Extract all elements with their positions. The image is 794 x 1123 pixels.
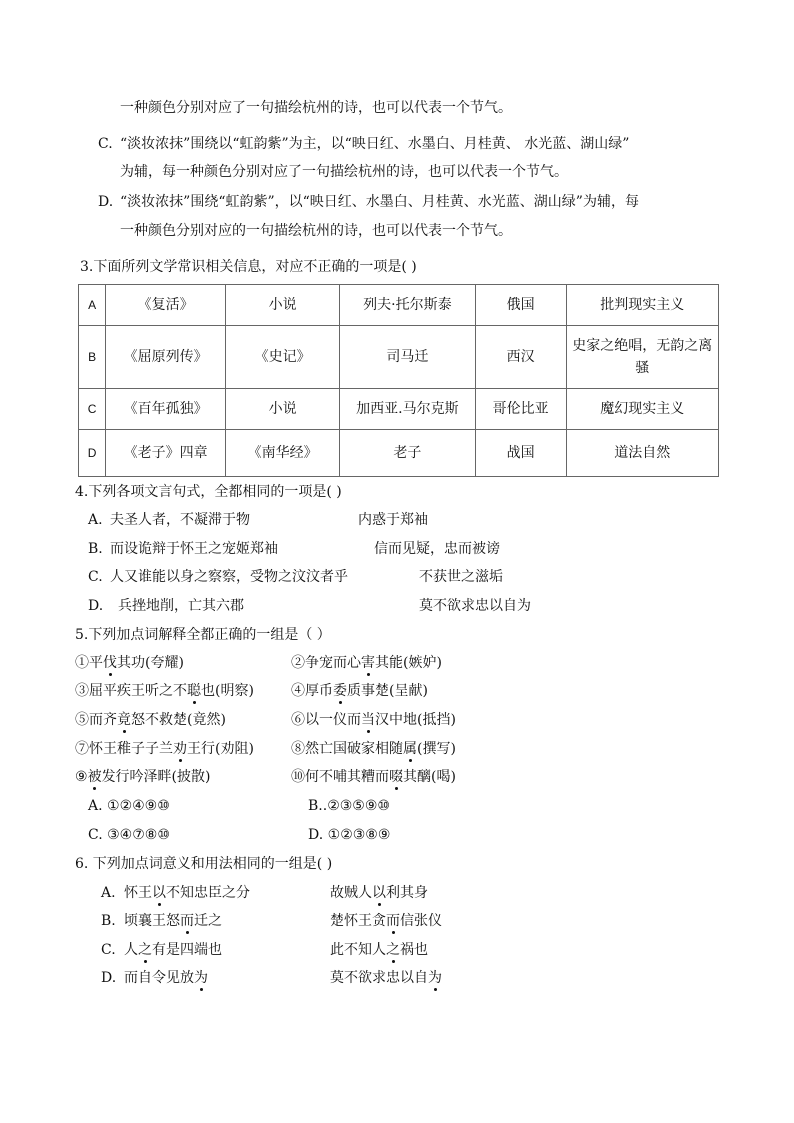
q6-option-b-label: B.	[101, 913, 116, 929]
table-cell: 司马迁	[340, 326, 476, 389]
table-cell: 战国	[475, 430, 566, 477]
q4-option-a-left: 夫圣人者，不凝滞于物	[110, 512, 250, 528]
table-cell: 《百年孤独》	[106, 389, 226, 430]
q5-item-10: ⑩何不哺其糟而啜其醨(喝)	[291, 769, 456, 785]
table-cell: 《南华经》	[226, 430, 340, 477]
emphasis-dot-word: 为	[428, 970, 442, 986]
q4-option-c-label: C.	[88, 569, 103, 585]
q4-option-b-left: 而设诡辩于怀王之宠姬郑袖	[110, 541, 278, 557]
emphasis-dot-word: 以	[152, 885, 166, 901]
q6-option-a-left: 怀王以不知忠臣之分	[124, 885, 250, 901]
emphasis-dot-word: 竟	[117, 712, 131, 728]
q2-option-c-line1: “淡妆浓抹”围绕以“虹韵紫”为主，以“映日红、水墨白、月桂黄、 水光蓝、湖山绿”	[120, 136, 630, 152]
q5-item-1: ①平伐其功(夸耀)	[75, 655, 184, 671]
emphasis-dot-word: 害	[361, 655, 375, 671]
emphasis-dot-word: 为	[194, 970, 208, 986]
q6-option-c-right: 此不知人之祸也	[330, 942, 428, 958]
q6-option-d-right: 莫不欲求忠以自为	[330, 970, 442, 986]
table-row	[79, 389, 719, 430]
q6-option-a-right: 故贼人以利其身	[330, 885, 428, 901]
q2-option-c-label: C.	[98, 136, 113, 152]
table-cell: 老子	[340, 430, 476, 477]
q4-option-d-right: 莫不欲求忠以自为	[419, 598, 531, 614]
q5-answer-c: C. ③④⑦⑧⑩	[88, 827, 170, 843]
table-cell: 哥伦比亚	[475, 389, 566, 430]
table-cell: 加西亚.马尔克斯	[340, 389, 476, 430]
q5-item-6: ⑥以一仪而当汉中地(抵挡)	[291, 712, 456, 728]
q5-item-2: ②争宠而心害其能(嫉妒)	[291, 655, 442, 671]
emphasis-dot-word: 而	[180, 913, 194, 929]
q5-answer-b: B..②③⑤⑨⑩	[308, 798, 390, 814]
q6-option-b-right: 楚怀王贪而信张仪	[330, 913, 442, 929]
table-cell: 《老子》四章	[106, 430, 226, 477]
table-cell: B	[79, 326, 106, 389]
q6-option-a-label: A.	[101, 885, 116, 901]
q2-text-line: 一种颜色分别对应了一句描绘杭州的诗，也可以代表一个节气。	[120, 100, 512, 116]
q4-option-c-left: 人又谁能以身之察察，受物之汶汶者乎	[110, 569, 348, 585]
q6-option-d-label: D.	[101, 970, 117, 986]
q5-answer-d: D. ①②③⑧⑨	[308, 827, 391, 843]
emphasis-dot-word: 劝	[173, 741, 187, 757]
q2-option-c-line2: 为辅，每一种颜色分别对应了一句描绘杭州的诗，也可以代表一个节气。	[120, 164, 568, 180]
q5-item-3: ③屈平疾王听之不聪也(明察)	[75, 683, 254, 699]
emphasis-dot-word: 之	[138, 942, 152, 958]
q4-stem: 4.下列各项文言句式，全都相同的一项是( )	[75, 484, 342, 500]
q2-option-d-line1: “淡妆浓抹”围绕“虹韵紫”，以“映日红、水墨白、月桂黄、水光蓝、湖山绿”为辅，每	[120, 194, 639, 210]
q6-option-c-left: 人之有是四端也	[124, 942, 222, 958]
emphasis-dot-word: 而	[386, 913, 400, 929]
q5-stem: 5.下列加点词解释全都正确的一组是（ ）	[75, 627, 331, 643]
q5-item-4: ④厚币委质事楚(呈献)	[291, 683, 428, 699]
table-cell: 俄国	[475, 285, 566, 326]
emphasis-dot-word: 聪	[187, 683, 201, 699]
table-cell: 批判现实主义	[566, 285, 718, 326]
q6-option-d-left: 而自令见放为	[124, 970, 208, 986]
table-cell: 列夫·托尔斯泰	[340, 285, 476, 326]
emphasis-dot-word: 属	[403, 741, 417, 757]
q3-stem: 3.下面所列文学常识相关信息，对应不正确的一项是( )	[80, 259, 417, 275]
table-cell: 《史记》	[226, 326, 340, 389]
emphasis-dot-word: 伐	[103, 655, 117, 671]
emphasis-dot-word: 以	[372, 885, 386, 901]
table-cell: 西汉	[475, 326, 566, 389]
q5-item-8: ⑧然亡国破家相随属(撰写)	[291, 741, 456, 757]
q6-option-b-left: 顷襄王怒而迁之	[124, 913, 222, 929]
table-cell: 小说	[226, 389, 340, 430]
emphasis-dot-word: 之	[386, 942, 400, 958]
table-cell: C	[79, 389, 106, 430]
q5-item-9: ⑨被发行吟泽畔(披散)	[75, 769, 211, 785]
emphasis-dot-word: 当	[361, 712, 375, 728]
q5-item-7: ⑦怀王稚子子兰劝王行(劝阻)	[75, 741, 254, 757]
q4-option-c-right: 不获世之滋垢	[419, 569, 503, 585]
literature-table	[78, 284, 719, 477]
table-row	[79, 285, 719, 326]
q4-option-a-right: 内惑于郑袖	[358, 512, 428, 528]
table-cell: 魔幻现实主义	[566, 389, 718, 430]
q4-option-b-right: 信而见疑，忠而被谤	[374, 541, 500, 557]
table-cell: A	[79, 285, 106, 326]
q6-option-c-label: C.	[101, 942, 116, 958]
table-cell: 《屈原列传》	[106, 326, 226, 389]
q4-option-a-label: A.	[88, 512, 103, 528]
q4-option-b-label: B.	[88, 541, 103, 557]
emphasis-dot-word: 啜	[389, 769, 403, 785]
q5-answer-a: A. ①②④⑨⑩	[88, 798, 170, 814]
q2-option-d-label: D.	[98, 194, 114, 210]
emphasis-dot-word: 被	[87, 769, 102, 785]
table-row	[79, 430, 719, 477]
q2-option-d-line2: 一种颜色分别对应的一句描绘杭州的诗，也可以代表一个节气。	[120, 223, 512, 239]
emphasis-dot-word: 委	[333, 683, 347, 699]
q4-option-d-label: D.	[88, 598, 104, 614]
table-cell: 史家之绝唱，无韵之离骚	[566, 326, 718, 389]
q5-item-5: ⑤而齐竟怒不救楚(竟然)	[75, 712, 226, 728]
table-cell: 道法自然	[566, 430, 718, 477]
q4-option-d-left: 兵挫地削，亡其六郡	[118, 598, 244, 614]
table-cell: D	[79, 430, 106, 477]
table-cell: 《复活》	[106, 285, 226, 326]
table-row	[79, 326, 719, 389]
table-cell: 小说	[226, 285, 340, 326]
q6-stem: 6. 下列加点词意义和用法相同的一组是( )	[75, 856, 333, 872]
